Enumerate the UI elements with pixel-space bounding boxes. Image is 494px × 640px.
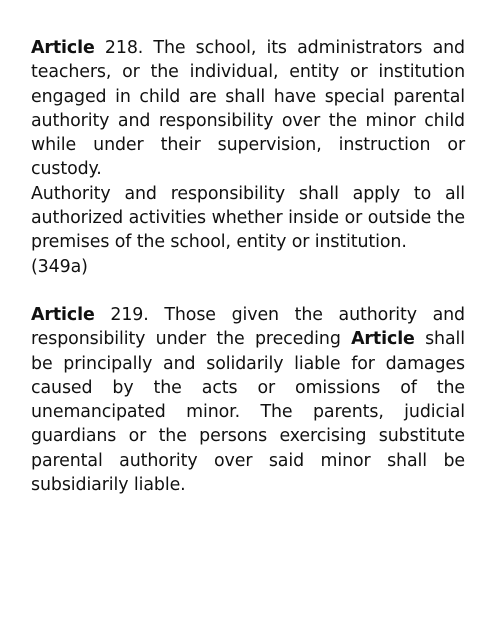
article-219-keyword: Article [31, 304, 95, 325]
article-219-paragraph [31, 303, 465, 497]
article-218-text: 218. The school, its administrators and teachers, or the individual, entity or institution engaged in child are shall have special parental authority and responsibility over the minor child while under their supervision, instruction or custody. [31, 38, 465, 180]
article-218-citation: (349a) [31, 256, 88, 277]
article-218-paragraph-2-text: Authority and responsibility shall apply to all authorized activities whether inside or outside the premises of the school, entity or institution. [31, 183, 465, 253]
article-219-inline-keyword: Article [351, 329, 415, 350]
article-218-paragraph [31, 36, 465, 182]
article-218-keyword: Article [31, 38, 95, 58]
article-219-text-continued: shall be principally and solidarily liable for damages caused by the acts or omissions of the unemancipated minor. The parents, judicial guardians or the persons exercising substitute parental authority over said minor shall be subsidiarily liable. [31, 329, 465, 496]
article-218-second-paragraph [31, 182, 465, 255]
paragraph-spacer [31, 279, 465, 303]
article-219-text: 219. Those given the authority and responsibility under the preceding [31, 304, 465, 350]
document-page [31, 36, 465, 497]
